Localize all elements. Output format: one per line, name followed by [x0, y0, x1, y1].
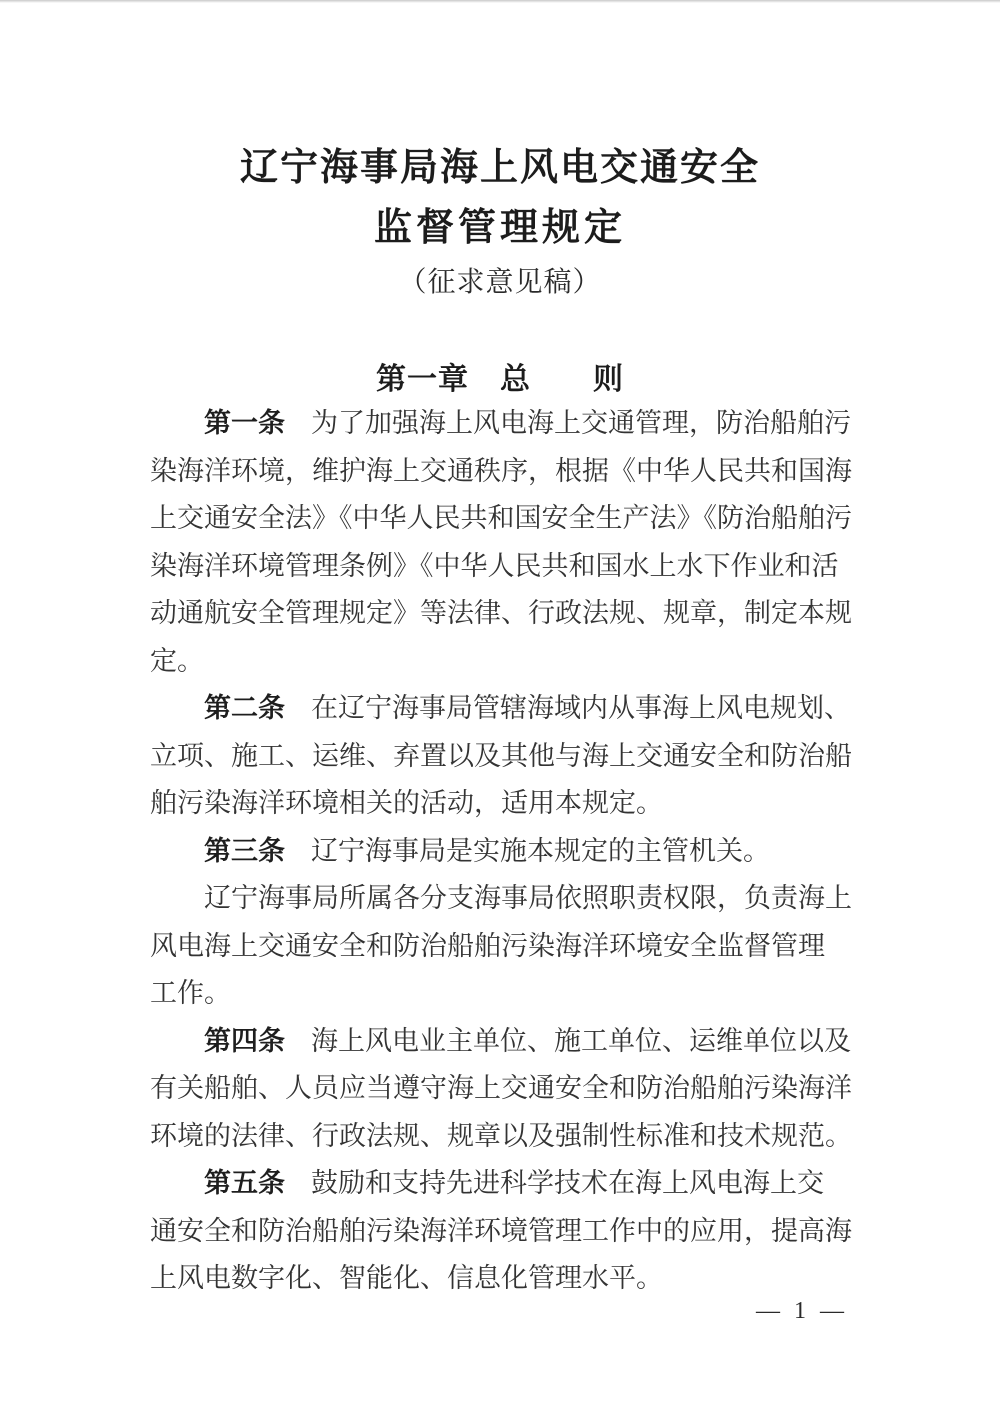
body-line — [150, 923, 866, 971]
article-number-label: 第五条 — [204, 1168, 285, 1198]
article-text: 鼓励和支持先进科学技术在海上风电海上交 — [311, 1168, 824, 1198]
body-line — [150, 780, 866, 828]
body-line — [150, 400, 866, 448]
body-line — [150, 543, 866, 591]
article-number-label: 第一条 — [204, 408, 285, 438]
body-line — [150, 970, 866, 1018]
body-line — [150, 638, 866, 686]
body-line — [150, 590, 866, 638]
body-line — [150, 448, 866, 496]
body-line — [150, 875, 866, 923]
body-line — [150, 733, 866, 781]
chapter-heading: 第一章 总 则 — [376, 363, 624, 396]
article-text: 上风电数字化、智能化、信息化管理水平。 — [150, 1263, 663, 1293]
body-line — [150, 495, 866, 543]
article-text: 工作。 — [150, 978, 231, 1008]
body-line — [150, 1255, 866, 1303]
article-text: 风电海上交通安全和防治船舶污染海洋环境安全监督管理 — [150, 930, 825, 961]
body-line — [150, 1160, 866, 1208]
article-number-label: 第二条 — [204, 693, 285, 723]
document-title-line1: 辽宁海事局海上风电交通安全 — [239, 147, 760, 189]
body-line — [150, 685, 866, 733]
article-text: 通安全和防治船舶污染海洋环境管理工作中的应用，提高海 — [150, 1215, 852, 1246]
article-text: 动通航安全管理规定》等法律、行政法规、规章，制定本规 — [150, 598, 852, 628]
article-text: 舶污染海洋环境相关的活动，适用本规定。 — [150, 788, 663, 818]
scan-edge-artifact — [0, 0, 1000, 3]
body-line — [150, 1065, 866, 1113]
document-title-line2: 监督管理规定 — [373, 207, 626, 249]
article-number-label: 第四条 — [204, 1025, 285, 1056]
article-text: 定。 — [150, 645, 204, 676]
page-number: — 1 — — [756, 1298, 848, 1324]
article-text: 染海洋环境，维护海上交通秩序，根据《中华人民共和国海 — [150, 455, 852, 486]
article-text: 染海洋环境管理条例》《中华人民共和国水上水下作业和活 — [150, 550, 839, 581]
article-text: 立项、施工、运维、弃置以及其他与海上交通安全和防治船 — [150, 740, 852, 771]
article-text: 为了加强海上风电海上交通管理，防治船舶污 — [311, 408, 851, 438]
article-text: 海上风电业主单位、施工单位、运维单位以及 — [311, 1025, 851, 1056]
body-line — [150, 1018, 866, 1066]
article-text: 有关船舶、人员应当遵守海上交通安全和防治船舶污染海洋 — [150, 1073, 852, 1103]
article-text: 在辽宁海事局管辖海域内从事海上风电规划、 — [311, 693, 851, 723]
article-number-label: 第三条 — [204, 835, 285, 866]
article-text: 辽宁海事局是实施本规定的主管机关。 — [311, 835, 770, 866]
body-line — [150, 828, 866, 876]
article-text: 辽宁海事局所属各分支海事局依照职责权限，负责海上 — [204, 883, 852, 913]
document-body — [150, 400, 866, 1303]
body-line — [150, 1113, 866, 1161]
article-text: 环境的法律、行政法规、规章以及强制性标准和技术规范。 — [150, 1120, 852, 1151]
article-text: 上交通安全法》《中华人民共和国安全生产法》《防治船舶污 — [150, 503, 852, 533]
document-subtitle: （征求意见稿） — [398, 267, 602, 298]
body-line — [150, 1208, 866, 1256]
